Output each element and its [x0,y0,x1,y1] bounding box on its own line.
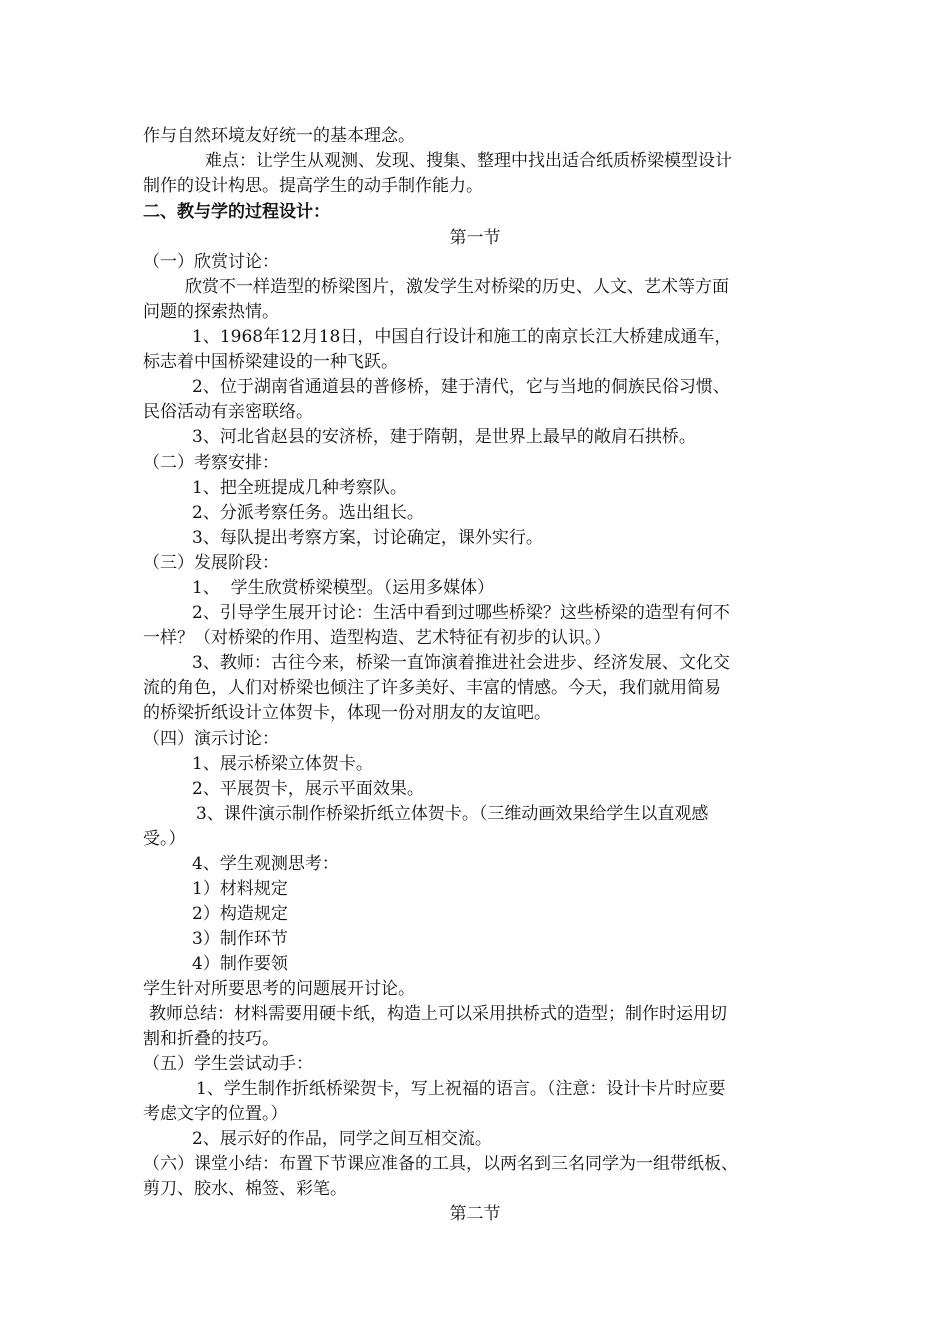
text-line: 欣赏不一样造型的桥梁图片，激发学生对桥梁的历史、人文、艺术等方面 [185,277,729,297]
text-line: 剪刀、胶水、棉签、彩笔。 [143,1179,347,1199]
list-item: 1、 学生欣赏桥梁模型。（运用多媒体） [192,578,495,598]
lesson-title: 第一节 [449,228,501,248]
text-line: （六）课堂小结：布置下节课应准备的工具，以两名到三名同学为一组带纸板、 [143,1154,738,1174]
text-line: 2、位于湖南省通道县的普修桥，建于清代，它与当地的侗族民俗习惯、 [192,377,730,397]
text-line: 一样？（对桥梁的作用、造型构造、艺术特征有初步的认识。） [143,628,611,648]
list-item: 3、每队提出考察方案，讨论确定，课外实行。 [192,528,543,548]
text-line: 的桥梁折纸设计立体贺卡，体现一份对朋友的友谊吧。 [143,703,551,723]
text-line: 学生针对所要思考的问题展开讨论。 [143,979,415,999]
subsection-heading: （一）欣赏讨论： [143,252,279,272]
text-line: 作与自然环境友好统一的基本理念。 [143,126,415,146]
subsection-heading: （二）考察安排： [143,453,279,473]
text-line: 3、课件演示制作桥梁折纸立体贺卡。（三维动画效果给学生以直观感 [196,804,709,824]
text-line: 受。） [143,829,186,849]
list-item: 2）构造规定 [192,904,288,924]
list-item: 2、平展贺卡，展示平面效果。 [192,779,424,799]
text-line: 2、引导学生展开讨论：生活中看到过哪些桥梁？这些桥梁的造型有何不 [192,603,730,623]
list-item: 2、分派考察任务。选出组长。 [192,503,424,523]
text-line: 问题的探索热情。 [143,302,279,322]
text-line: 3、教师：古往今来，桥梁一直饰演着推进社会进步、经济发展、文化交 [192,653,730,673]
subsection-heading: （四）演示讨论： [143,729,279,749]
text-line: 1、1968年12月18日，中国自行设计和施工的南京长江大桥建成通车， [192,327,732,347]
text-line: 考虑文字的位置。） [143,1104,288,1124]
text-line: 割和折叠的技巧。 [143,1029,279,1049]
list-item: 3）制作环节 [192,929,288,949]
subsection-heading: （三）发展阶段： [143,553,279,573]
subsection-heading: （五）学生尝试动手： [143,1054,313,1074]
text-line: 制作的设计构思。提高学生的动手制作能力。 [143,176,483,196]
text-line: 3、河北省赵县的安济桥，建于隋朝，是世界上最早的敞肩石拱桥。 [192,427,696,447]
text-line: 教师总结：材料需要用硬卡纸，构造上可以采用拱桥式的造型；制作时运用切 [149,1004,727,1024]
text-line: 民俗活动有亲密联络。 [143,402,313,422]
text-line: 难点：让学生从观测、发现、搜集、整理中找出适合纸质桥梁模型设计 [205,151,732,171]
text-line: 标志着中国桥梁建设的一种飞跃。 [143,352,398,372]
list-item: 1）材料规定 [192,879,288,899]
list-item: 4、学生观测思考： [192,854,339,874]
list-item: 1、把全班提成几种考察队。 [192,478,407,498]
section-heading: 二、教与学的过程设计： [143,202,330,222]
list-item: 2、展示好的作品，同学之间互相交流。 [192,1129,492,1149]
text-line: 流的角色，人们对桥梁也倾注了许多美好、丰富的情感。今天，我们就用简易 [143,678,721,698]
lesson-title: 第二节 [449,1204,501,1224]
list-item: 1、展示桥梁立体贺卡。 [192,754,373,774]
text-line: 1、学生制作折纸桥梁贺卡，写上祝福的语言。（注意：设计卡片时应要 [196,1079,726,1099]
list-item: 4）制作要领 [192,954,288,974]
